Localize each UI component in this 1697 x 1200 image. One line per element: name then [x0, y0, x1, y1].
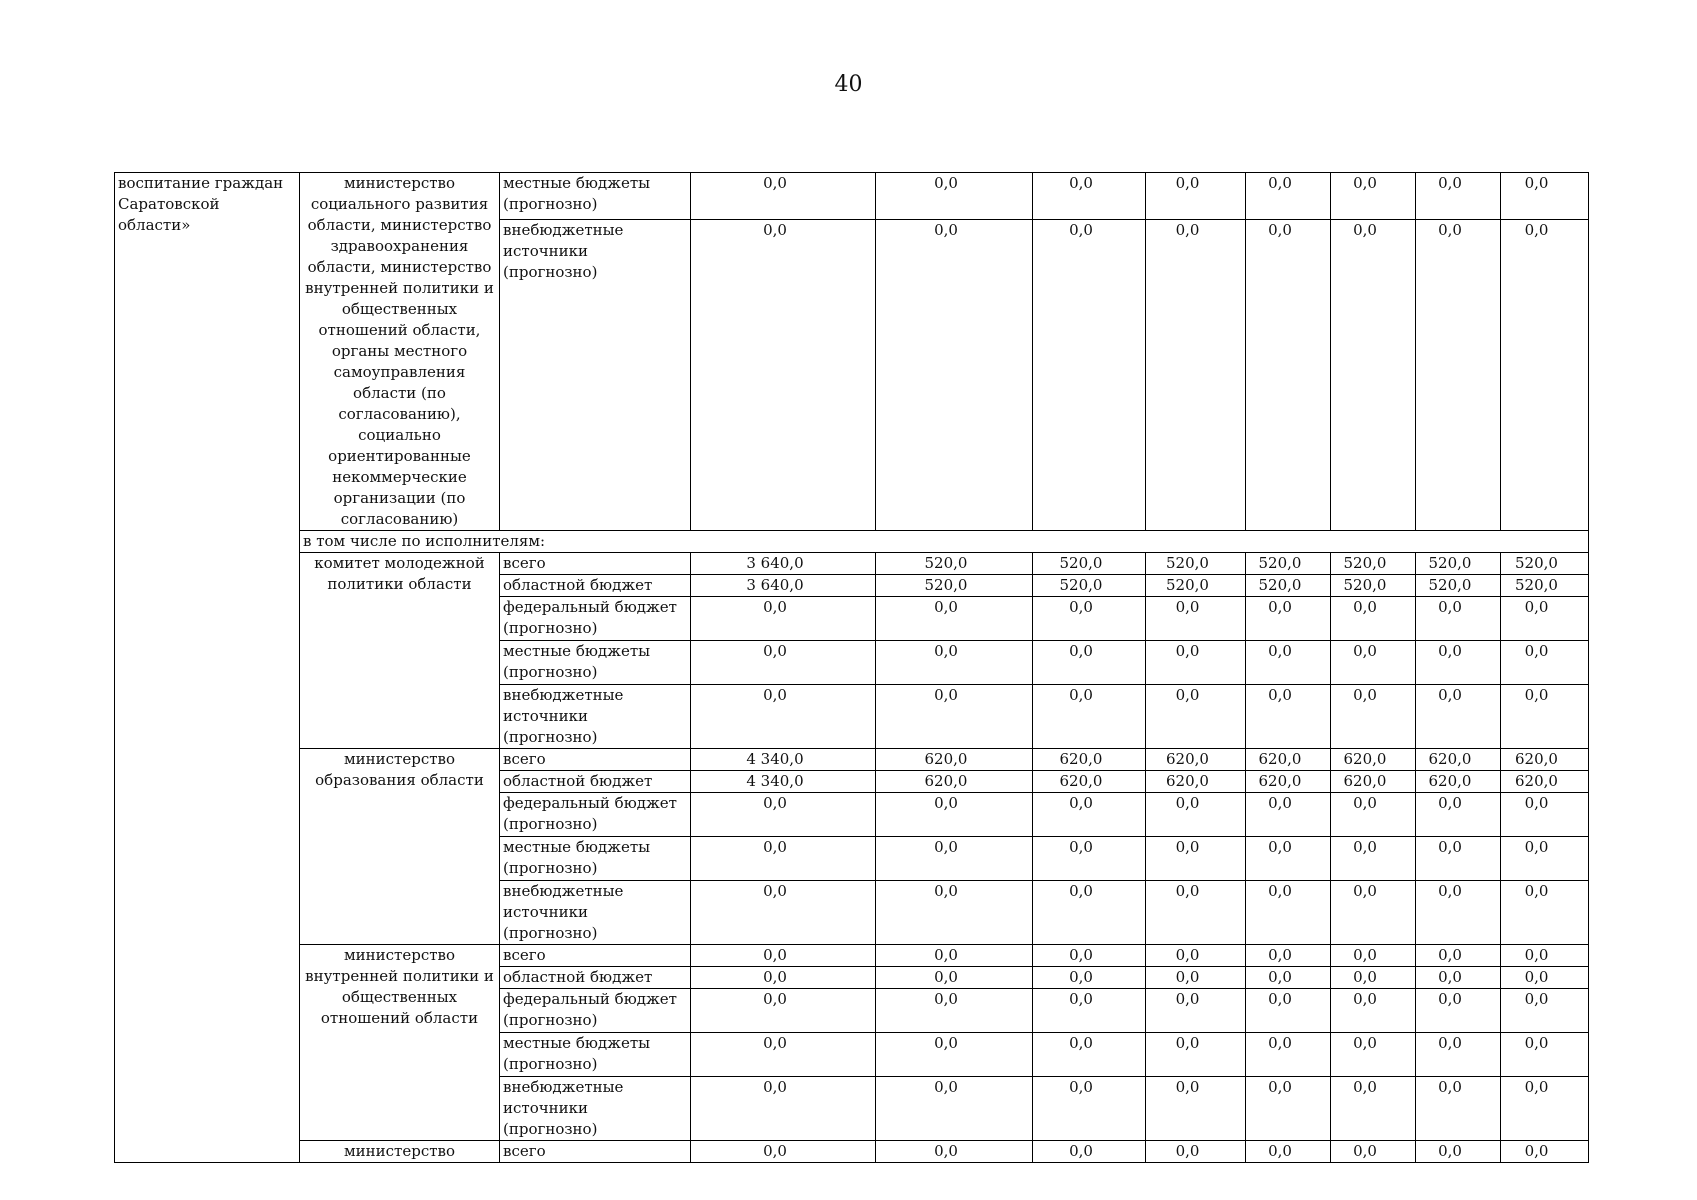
value-cell: 0,0 — [1033, 641, 1146, 685]
value-cell: 0,0 — [1033, 685, 1146, 749]
value-cell: 0,0 — [876, 219, 1033, 530]
value-cell: 520,0 — [876, 575, 1033, 597]
value-cell: 0,0 — [1033, 793, 1146, 837]
value-cell: 0,0 — [1033, 1141, 1146, 1163]
value-cell: 620,0 — [1033, 771, 1146, 793]
value-cell: 620,0 — [1033, 749, 1146, 771]
value-cell: 0,0 — [1331, 641, 1416, 685]
value-cell: 0,0 — [876, 945, 1033, 967]
value-cell: 0,0 — [1246, 1033, 1331, 1077]
value-cell: 520,0 — [1331, 553, 1416, 575]
value-cell: 0,0 — [1033, 837, 1146, 881]
value-cell: 0,0 — [1331, 1141, 1416, 1163]
value-cell: 0,0 — [1416, 881, 1501, 945]
value-cell: 0,0 — [1246, 945, 1331, 967]
value-cell: 0,0 — [1146, 597, 1246, 641]
source-cell: областной бюджет — [500, 967, 691, 989]
value-cell: 0,0 — [1416, 173, 1501, 220]
value-cell: 620,0 — [1246, 771, 1331, 793]
value-cell: 0,0 — [691, 641, 876, 685]
value-cell: 0,0 — [1501, 837, 1589, 881]
value-cell: 0,0 — [1501, 685, 1589, 749]
value-cell: 0,0 — [1033, 945, 1146, 967]
value-cell: 0,0 — [1501, 881, 1589, 945]
value-cell: 0,0 — [1416, 837, 1501, 881]
value-cell: 0,0 — [876, 641, 1033, 685]
executor-cell: комитет молодежной политики области — [300, 553, 500, 749]
value-cell: 0,0 — [1416, 641, 1501, 685]
value-cell: 520,0 — [1146, 553, 1246, 575]
value-cell: 0,0 — [1033, 1033, 1146, 1077]
value-cell: 0,0 — [876, 1033, 1033, 1077]
value-cell: 0,0 — [1146, 881, 1246, 945]
value-cell: 0,0 — [876, 837, 1033, 881]
source-cell: местные бюджеты (прогнозно) — [500, 837, 691, 881]
value-cell: 0,0 — [1501, 989, 1589, 1033]
value-cell: 0,0 — [1501, 641, 1589, 685]
value-cell: 0,0 — [1146, 173, 1246, 220]
value-cell: 0,0 — [691, 837, 876, 881]
value-cell: 0,0 — [876, 881, 1033, 945]
executor-cell: министерство — [300, 1141, 500, 1163]
value-cell: 0,0 — [1416, 945, 1501, 967]
source-cell: внебюджетные источники (прогнозно) — [500, 219, 691, 530]
value-cell: 0,0 — [1416, 989, 1501, 1033]
value-cell: 0,0 — [1033, 173, 1146, 220]
source-cell: внебюджетные источники (прогнозно) — [500, 881, 691, 945]
value-cell: 0,0 — [1246, 793, 1331, 837]
value-cell: 0,0 — [1331, 945, 1416, 967]
value-cell: 520,0 — [1033, 575, 1146, 597]
value-cell: 0,0 — [691, 989, 876, 1033]
source-cell: областной бюджет — [500, 575, 691, 597]
value-cell: 0,0 — [876, 173, 1033, 220]
value-cell: 0,0 — [1146, 219, 1246, 530]
executor-cell: министерство социального развития области, министерство здравоохранения области, министерство внутренней политики и общественных отношений области, органы местного самоуправления области (по согласованию), социально ориентированные некоммерческие организации (по согласованию) — [300, 173, 500, 531]
table-row — [115, 749, 1589, 771]
value-cell: 0,0 — [1501, 793, 1589, 837]
value-cell: 0,0 — [691, 219, 876, 530]
value-cell: 620,0 — [1501, 749, 1589, 771]
value-cell: 0,0 — [691, 945, 876, 967]
value-cell: 0,0 — [1501, 1141, 1589, 1163]
value-cell: 0,0 — [1246, 173, 1331, 220]
table-row — [115, 173, 1589, 220]
value-cell: 520,0 — [1246, 553, 1331, 575]
value-cell: 520,0 — [1416, 553, 1501, 575]
value-cell: 4 340,0 — [691, 749, 876, 771]
value-cell: 0,0 — [1246, 597, 1331, 641]
source-cell: внебюджетные источники (прогнозно) — [500, 685, 691, 749]
table-row — [115, 553, 1589, 575]
value-cell: 0,0 — [691, 1077, 876, 1141]
subheading-row — [115, 531, 1589, 553]
source-cell: всего — [500, 1141, 691, 1163]
value-cell: 0,0 — [1501, 1077, 1589, 1141]
program-name-cell: воспитание граждан Саратовской области» — [115, 173, 300, 1163]
value-cell: 620,0 — [1146, 749, 1246, 771]
value-cell: 520,0 — [1501, 553, 1589, 575]
value-cell: 520,0 — [1416, 575, 1501, 597]
value-cell: 0,0 — [876, 597, 1033, 641]
value-cell: 0,0 — [876, 967, 1033, 989]
value-cell: 0,0 — [1146, 1033, 1246, 1077]
source-cell: внебюджетные источники (прогнозно) — [500, 1077, 691, 1141]
value-cell: 0,0 — [1246, 641, 1331, 685]
value-cell: 0,0 — [1146, 945, 1246, 967]
value-cell: 0,0 — [1331, 685, 1416, 749]
value-cell: 0,0 — [691, 793, 876, 837]
value-cell: 0,0 — [876, 1077, 1033, 1141]
source-cell: областной бюджет — [500, 771, 691, 793]
executor-cell: министерство образования области — [300, 749, 500, 945]
value-cell: 620,0 — [876, 771, 1033, 793]
value-cell: 0,0 — [1501, 1033, 1589, 1077]
value-cell: 0,0 — [1033, 597, 1146, 641]
value-cell: 0,0 — [1146, 837, 1246, 881]
source-cell: местные бюджеты (прогнозно) — [500, 1033, 691, 1077]
value-cell: 0,0 — [691, 881, 876, 945]
source-cell: всего — [500, 553, 691, 575]
value-cell: 0,0 — [1146, 967, 1246, 989]
table-row — [115, 945, 1589, 967]
value-cell: 620,0 — [1331, 749, 1416, 771]
value-cell: 0,0 — [876, 989, 1033, 1033]
value-cell: 0,0 — [1246, 685, 1331, 749]
subheading-cell: в том числе по исполнителям: — [300, 531, 1589, 553]
value-cell: 0,0 — [1501, 945, 1589, 967]
value-cell: 0,0 — [1331, 1033, 1416, 1077]
source-cell: федеральный бюджет (прогнозно) — [500, 989, 691, 1033]
value-cell: 3 640,0 — [691, 553, 876, 575]
value-cell: 0,0 — [1331, 989, 1416, 1033]
value-cell: 0,0 — [1416, 1077, 1501, 1141]
value-cell: 620,0 — [1246, 749, 1331, 771]
source-cell: федеральный бюджет (прогнозно) — [500, 597, 691, 641]
value-cell: 620,0 — [1331, 771, 1416, 793]
value-cell: 0,0 — [1331, 219, 1416, 530]
value-cell: 0,0 — [1331, 967, 1416, 989]
value-cell: 0,0 — [1246, 219, 1331, 530]
value-cell: 0,0 — [1246, 1077, 1331, 1141]
value-cell: 0,0 — [1246, 1141, 1331, 1163]
value-cell: 0,0 — [1033, 1077, 1146, 1141]
value-cell: 0,0 — [1331, 837, 1416, 881]
value-cell: 0,0 — [1501, 967, 1589, 989]
budget-table — [114, 172, 1589, 1163]
value-cell: 620,0 — [1146, 771, 1246, 793]
value-cell: 0,0 — [1146, 685, 1246, 749]
value-cell: 620,0 — [1416, 749, 1501, 771]
value-cell: 520,0 — [1033, 553, 1146, 575]
value-cell: 0,0 — [1033, 967, 1146, 989]
value-cell: 0,0 — [1416, 1033, 1501, 1077]
value-cell: 0,0 — [1331, 793, 1416, 837]
source-cell: местные бюджеты (прогнозно) — [500, 641, 691, 685]
value-cell: 0,0 — [691, 685, 876, 749]
value-cell: 0,0 — [1033, 989, 1146, 1033]
value-cell: 4 340,0 — [691, 771, 876, 793]
value-cell: 0,0 — [876, 793, 1033, 837]
value-cell: 520,0 — [1331, 575, 1416, 597]
source-cell: местные бюджеты (прогнозно) — [500, 173, 691, 220]
source-cell: федеральный бюджет (прогнозно) — [500, 793, 691, 837]
table-row — [115, 1141, 1589, 1163]
value-cell: 620,0 — [1501, 771, 1589, 793]
value-cell: 0,0 — [1146, 1077, 1246, 1141]
value-cell: 0,0 — [691, 597, 876, 641]
value-cell: 0,0 — [1501, 173, 1589, 220]
value-cell: 0,0 — [1146, 989, 1246, 1033]
value-cell: 0,0 — [1246, 837, 1331, 881]
value-cell: 0,0 — [1331, 173, 1416, 220]
value-cell: 620,0 — [876, 749, 1033, 771]
value-cell: 0,0 — [1246, 967, 1331, 989]
value-cell: 0,0 — [1416, 219, 1501, 530]
value-cell: 0,0 — [1246, 881, 1331, 945]
table-body — [115, 173, 1589, 1163]
value-cell: 0,0 — [1246, 989, 1331, 1033]
value-cell: 0,0 — [876, 685, 1033, 749]
value-cell: 0,0 — [1146, 641, 1246, 685]
value-cell: 0,0 — [1331, 881, 1416, 945]
value-cell: 520,0 — [1146, 575, 1246, 597]
value-cell: 0,0 — [1501, 219, 1589, 530]
value-cell: 0,0 — [1033, 881, 1146, 945]
value-cell: 3 640,0 — [691, 575, 876, 597]
value-cell: 0,0 — [691, 1141, 876, 1163]
value-cell: 0,0 — [691, 173, 876, 220]
value-cell: 0,0 — [1416, 793, 1501, 837]
value-cell: 0,0 — [1033, 219, 1146, 530]
value-cell: 620,0 — [1416, 771, 1501, 793]
value-cell: 520,0 — [1246, 575, 1331, 597]
value-cell: 0,0 — [1416, 685, 1501, 749]
value-cell: 0,0 — [1146, 793, 1246, 837]
executor-cell: министерство внутренней политики и общественных отношений области — [300, 945, 500, 1141]
value-cell: 0,0 — [1501, 597, 1589, 641]
value-cell: 0,0 — [1331, 597, 1416, 641]
value-cell: 520,0 — [876, 553, 1033, 575]
value-cell: 520,0 — [1501, 575, 1589, 597]
page-number: 40 — [834, 72, 863, 97]
value-cell: 0,0 — [691, 1033, 876, 1077]
value-cell: 0,0 — [1146, 1141, 1246, 1163]
value-cell: 0,0 — [1331, 1077, 1416, 1141]
value-cell: 0,0 — [1416, 967, 1501, 989]
value-cell: 0,0 — [691, 967, 876, 989]
value-cell: 0,0 — [876, 1141, 1033, 1163]
value-cell: 0,0 — [1416, 1141, 1501, 1163]
source-cell: всего — [500, 749, 691, 771]
source-cell: всего — [500, 945, 691, 967]
value-cell: 0,0 — [1416, 597, 1501, 641]
